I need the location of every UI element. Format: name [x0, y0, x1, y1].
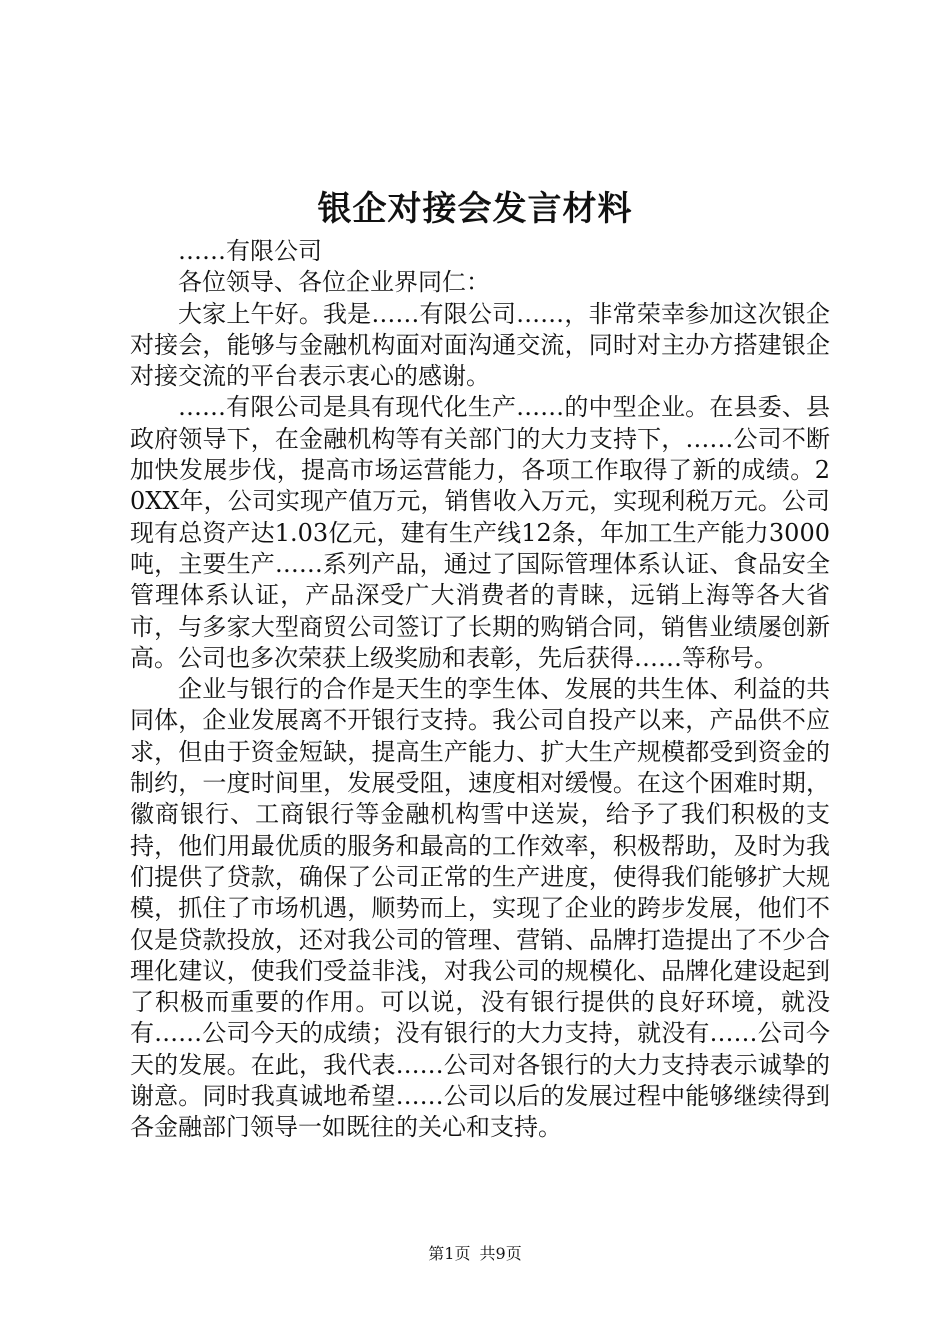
page-footer [0, 1243, 950, 1265]
page-number: 第1页 [428, 1244, 471, 1263]
page-total: 共9页 [479, 1244, 522, 1263]
paragraph-salutation: 各位领导、各位企业界同仁： [178, 268, 490, 297]
document-body [130, 236, 830, 1144]
paragraph-company: ……有限公司 [178, 237, 322, 265]
document-title: 银企对接会发言材料 [317, 189, 633, 229]
paragraph-greeting: 大家上午好。我是……有限公司……，非常荣幸参加这次银企对接会，能够与金融机构面对面沟通交流，同时对主办方搭建银企对接交流的平台表示衷心的感谢。 [130, 299, 830, 391]
paragraph-company-intro: ……有限公司是具有现代化生产……的中型企业。在县委、县政府领导下，在金融机构等有关部门的大力支持下，……公司不断加快发展步伐，提高市场运营能力，各项工作取得了新的成绩。20XX年，公司实现产值万元，销售收入万元，实现利税万元。公司现有总资产达1.03亿元，建有生产线12条，年加工生产能力3000吨，主要生产……系列产品，通过了国际管理体系认证、食品安全管理体系认证，产品深受广大消费者的青睐，远销上海等各大省市，与多家大型商贸公司签订了长期的购销合同，销售业绩屡创新高。公司也多次荣获上级奖励和表彰，先后获得……等称号。 [130, 393, 830, 672]
paragraph-bank-cooperation: 企业与银行的合作是天生的孪生体、发展的共生体、利益的共同体，企业发展离不开银行支持。我公司自投产以来，产品供不应求，但由于资金短缺，提高生产能力、扩大生产规模都受到资金的制约，一度时间里，发展受阻，速度相对缓慢。在这个困难时期，徽商银行、工商银行等金融机构雪中送炭，给予了我们积极的支持，他们用最优质的服务和最高的工作效率，积极帮助，及时为我们提供了贷款，确保了公司正常的生产进度，使得我们能够扩大规模，抓住了市场机遇，顺势而上，实现了企业的跨步发展，他们不仅是贷款投放，还对我公司的管理、营销、品牌打造提出了不少合理化建议，使我们受益非浅，对我公司的规模化、品牌化建设起到了积极而重要的作用。可以说，没有银行提供的良好环境，就没有……公司今天的成绩；没有银行的大力支持，就没有……公司今天的发展。在此，我代表……公司对各银行的大力支持表示诚挚的谢意。同时我真诚地希望……公司以后的发展过程中能够继续得到各金融部门领导一如既往的关心和支持。 [130, 675, 830, 1142]
